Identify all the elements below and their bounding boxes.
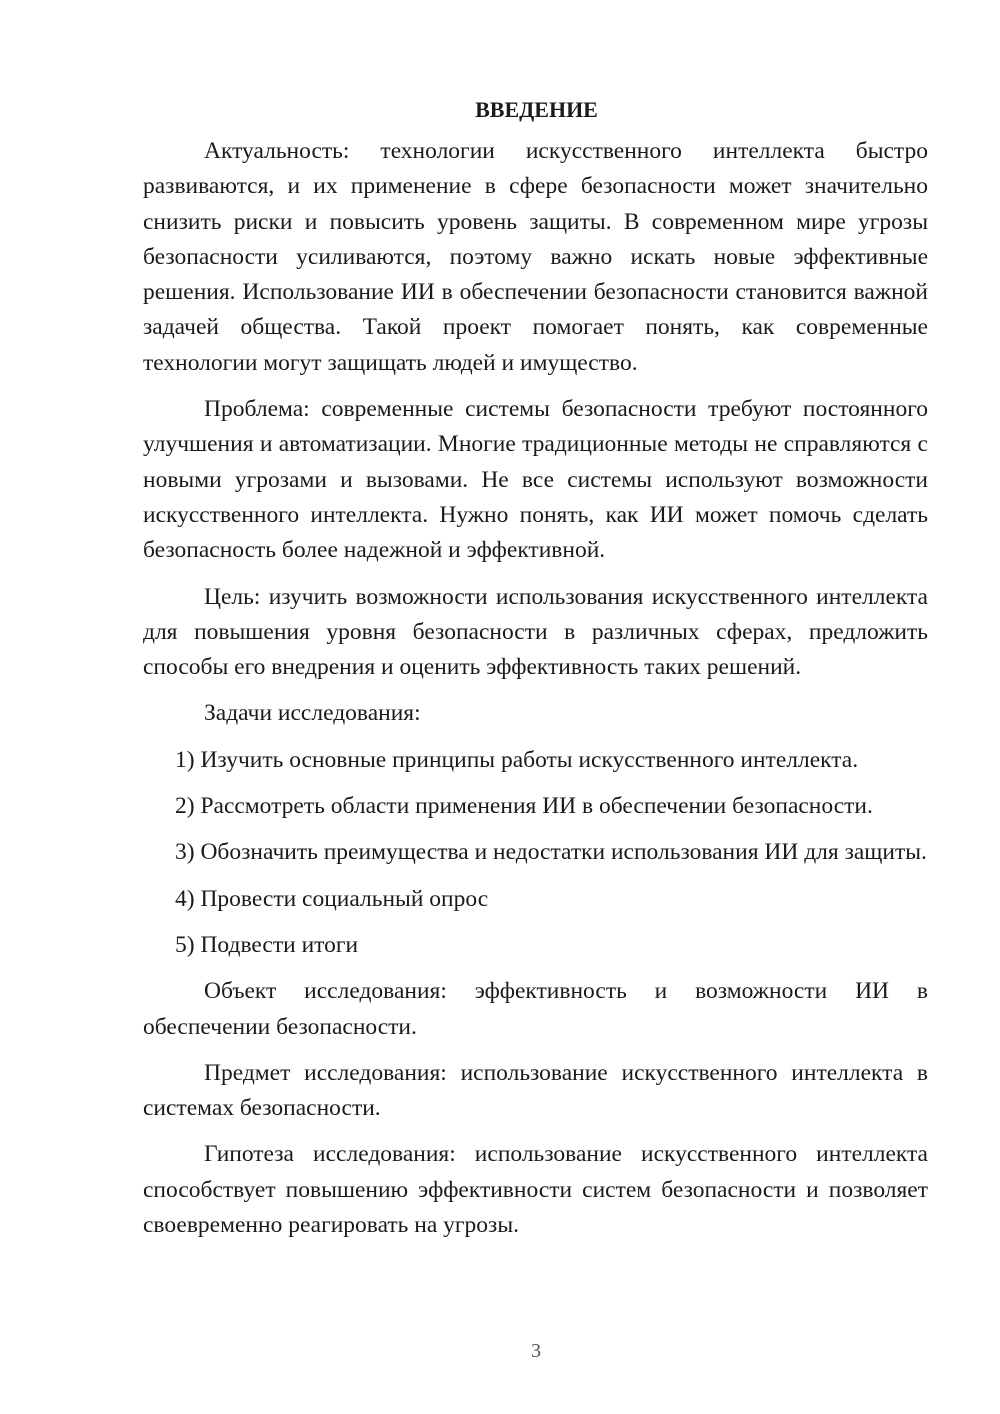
page-content — [143, 92, 928, 1243]
page-number: 3 — [531, 1340, 541, 1362]
tasks-list — [143, 743, 928, 963]
task-item: 2) Рассмотреть области применения ИИ в обеспечении безопасности. — [175, 793, 873, 820]
task-item: 4) Провести социальный опрос — [175, 885, 489, 912]
object-paragraph: Объект исследования: эффективность и возможности ИИ в обеспечении безопасности. — [143, 978, 928, 1040]
page-title: ВВЕДЕНИЕ — [475, 97, 598, 122]
task-item: 5) Подвести итоги — [175, 931, 359, 958]
subject-paragraph: Предмет исследования: использование искусственного интеллекта в системах безопасности. — [143, 1059, 928, 1122]
problem-paragraph: Проблема: современные системы безопасности требуют постоянного улучшения и автоматизации. Многие традиционные методы не справляются с новыми угрозами и вызовами. Не все системы используют возможности искусственного интеллекта. Нужно понять, как ИИ может помочь сделать безопасность более надежной и эффективной. — [143, 396, 928, 564]
goal-paragraph: Цель: изучить возможности использования искусственного интеллекта для повышения уровня безопасности в различных сферах, предложить способы его внедрения и оценить эффективность таких решений. — [143, 583, 928, 681]
task-item: 3) Обозначить преимущества и недостатки использования ИИ для защиты. — [175, 839, 927, 866]
task-item: 1) Изучить основные принципы работы искусственного интеллекта. — [175, 746, 859, 773]
tasks-title: Задачи исследования: — [204, 700, 421, 727]
relevance-paragraph: Актуальность: технологии искусственного интеллекта быстро развиваются, и их применение в сфере безопасности может значительно снизить риски и повысить уровень защиты. В современном мире угрозы безопасности усиливаются, поэтому важно искать новые эффективные решения. Использование ИИ в обеспечении безопасности становится важной задачей общества. Такой проект помогает понять, как современные технологии могут защищать людей и имущество. — [143, 138, 928, 376]
hypothesis-paragraph: Гипотеза исследования: использование искусственного интеллекта способствует повышению эффективности систем безопасности и позволяет своевременно реагировать на угрозы. — [143, 1141, 928, 1239]
